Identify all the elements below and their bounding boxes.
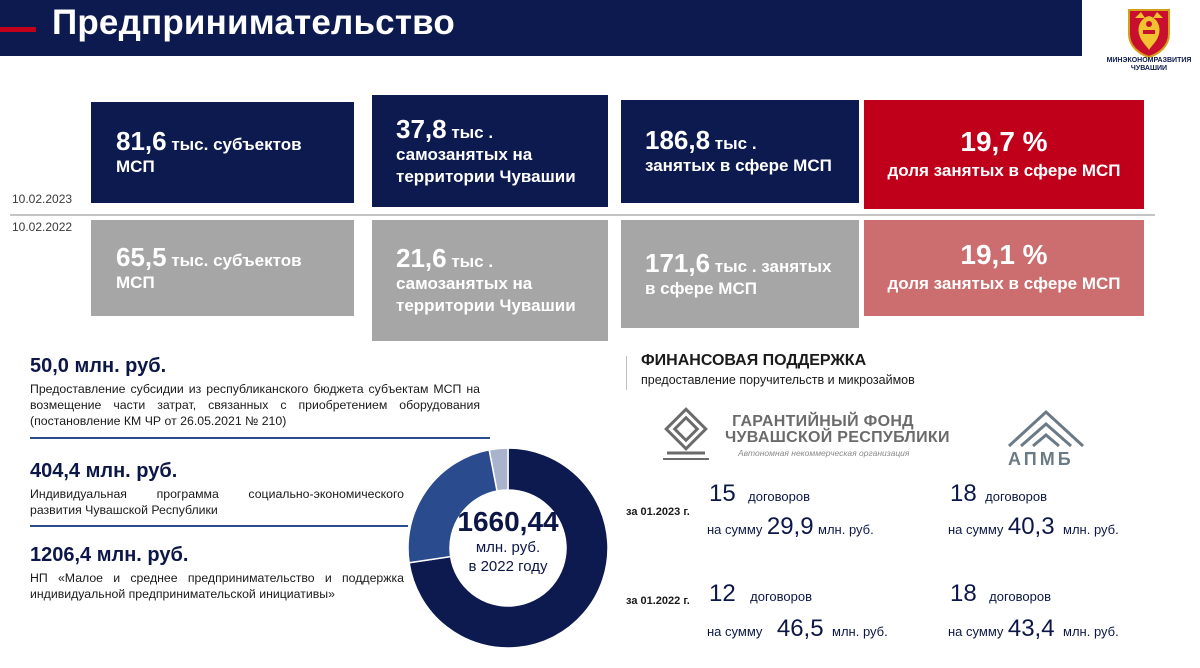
date-previous: 10.02.2022	[12, 220, 73, 234]
coat-of-arms-icon	[1121, 4, 1177, 58]
stat-share-2022: 19,1 % доля занятых в сфере МСП	[864, 220, 1144, 316]
apmb-2023-contracts: 18 договоров	[950, 480, 1048, 507]
ministry-name: МИНЭКОНОМРАЗВИТИЯ ЧУВАШИИ	[1106, 57, 1192, 72]
fund-2023-contracts: 15 договоров	[709, 480, 811, 507]
date-current: 10.02.2023	[12, 192, 73, 206]
funding-amount-subsidy: 50,0 млн. руб.	[30, 355, 167, 377]
fund-2023-sum: на сумму 29,9 млн. руб.	[707, 513, 874, 540]
apmb-name: АПМБ	[1008, 449, 1074, 469]
guarantee-fund-subtitle: Автономная некоммерческая организация	[738, 448, 910, 458]
funding-separator	[30, 525, 408, 527]
fund-2022-sum: на сумму 46,5 млн. руб.	[707, 615, 888, 642]
funding-desc-subsidy: Предоставление субсидии из республиканского бюджета субъектам МСП на возмещение части затрат, связанных с приобретением оборудования (постановление КМ ЧР от 26.05.2021 № 210)	[30, 382, 480, 428]
ministry-logo	[1104, 2, 1194, 84]
funding-amount-national-project: 1206,4 млн. руб.	[30, 544, 189, 566]
funding-desc-national-project: НП «Малое и среднее предпринимательство и поддержка индивидуальной предпринимательской инициативы»	[30, 571, 404, 601]
apmb-logo-icon	[1005, 408, 1087, 448]
apmb-2023-sum: на сумму 40,3 млн. руб.	[948, 513, 1119, 540]
donut-center-label	[448, 506, 568, 576]
finance-title: ФИНАНСОВАЯ ПОДДЕРЖКА	[641, 352, 867, 369]
fund-2022-contracts: 12 договоров	[709, 580, 813, 607]
period-label-2023: за 01.2023 г.	[626, 506, 690, 518]
page-title: Предпринимательство	[52, 3, 456, 42]
donut-total: 1660,44	[457, 506, 559, 537]
donut-year: в 2022 году	[468, 558, 548, 575]
stat-msp-count-2022: 65,5 тыс. субъектов МСП	[91, 220, 354, 316]
stat-msp-count-2023: 81,6 тыс. субъектов МСП	[91, 102, 354, 203]
funding-separator	[30, 437, 490, 439]
stat-employed-2023: 186,8 тыс . занятых в сфере МСП	[621, 100, 859, 203]
stat-employed-2022: 171,6 тыс . занятых в сфере МСП	[621, 220, 859, 328]
period-label-2022: за 01.2022 г.	[626, 595, 690, 607]
guarantee-fund-logo-icon	[655, 405, 717, 461]
guarantee-fund-name: ГАРАНТИЙНЫЙ ФОНД ЧУВАШСКОЙ РЕСПУБЛИКИ	[725, 413, 950, 446]
apmb-2022-contracts: 18 договоров	[950, 580, 1052, 607]
funding-desc-program: Индивидуальная программа социально-экономического развития Чувашской Республики	[30, 487, 404, 517]
stat-selfemployed-2022: 21,6 тыс . самозанятых на территории Чувашии	[372, 220, 608, 341]
funding-amount-program: 404,4 млн. руб.	[30, 460, 178, 482]
apmb-2022-sum: на сумму 43,4 млн. руб.	[948, 615, 1119, 642]
donut-unit: млн. руб.	[475, 539, 541, 556]
finance-vertical-line	[626, 356, 627, 390]
stat-share-2023: 19,7 % доля занятых в сфере МСП	[864, 100, 1144, 209]
stat-selfemployed-2023: 37,8 тыс . самозанятых на территории Чувашии	[372, 95, 608, 207]
header-accent-stripe	[0, 27, 36, 32]
divider-line	[10, 214, 1155, 216]
finance-subtitle: предоставление поручительств и микрозаймов	[641, 373, 915, 387]
